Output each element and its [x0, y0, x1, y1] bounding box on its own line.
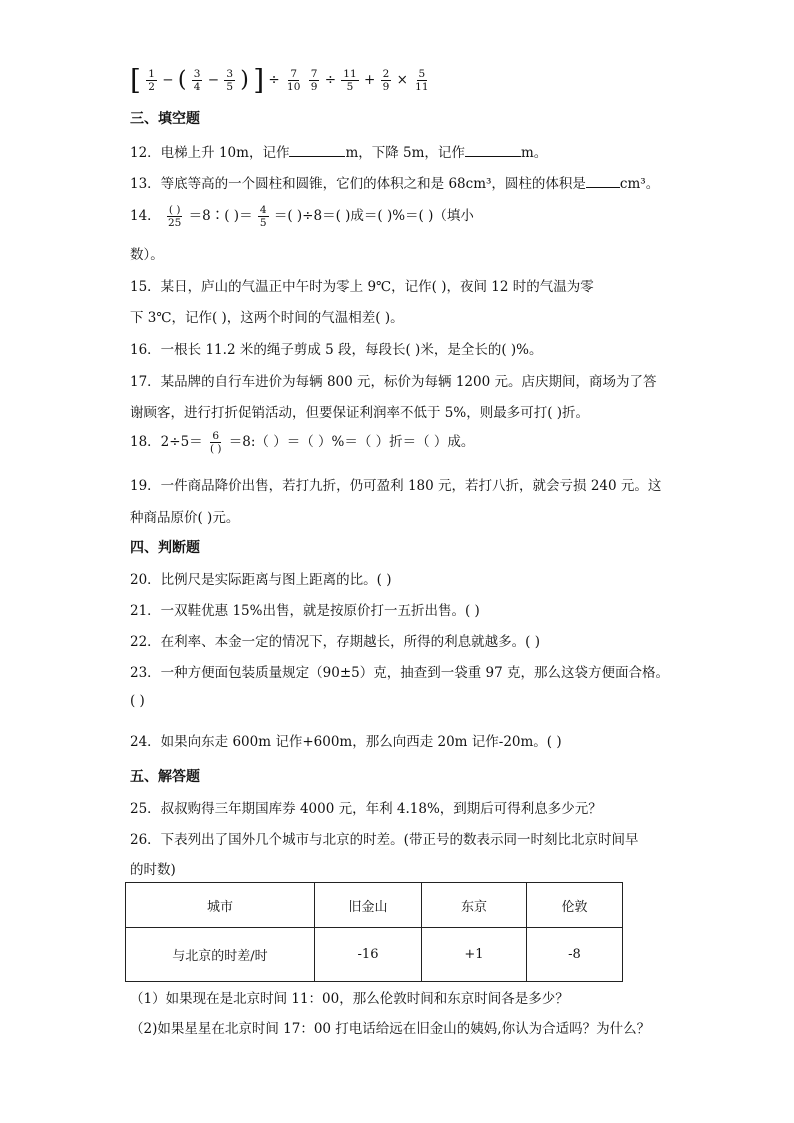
question-19-line2: 种商品原价( )元。 [130, 510, 240, 526]
question-15-line1: 15．某日，庐山的气温正中午时为零上 9℃，记作( )，夜间 12 时的气温为零 [130, 279, 594, 295]
question-14: 14． $\frac{( )}{25}$ ＝8∶( )＝ $\frac{4}{5}$ ＝( )÷8＝( )成＝( )%＝( )（填小 [130, 204, 474, 229]
table-header-cell: 旧金山 [315, 883, 422, 928]
fraction: $\frac{6}{( )}$ [209, 430, 222, 455]
question-14-line2: 数）。 [130, 247, 164, 263]
time-difference-table [125, 882, 623, 982]
question-26-line1: 26．下表列出了国外几个城市与北京的时差。(带正号的数表示同一时刻比北京时间早 [130, 832, 639, 848]
math-expression [130, 62, 432, 98]
table-header-cell: 东京 [422, 883, 527, 928]
fraction: $\frac{2}{9}$ [382, 68, 390, 93]
question-19-line1: 19．一件商品降价出售，若打九折，仍可盈利 180 元，若打八折，就会亏损 240 元。这 [130, 478, 662, 494]
table-header-row [126, 883, 623, 928]
question-21: 21．一双鞋优惠 15%出售，就是按原价打一五折出售。( ) [130, 603, 480, 619]
question-26-sub2: （2)如果星星在北京时间 17：00 打电话给远在旧金山的姨妈,你认为合适吗？为什么？ [130, 1021, 651, 1037]
question-22: 22．在利率、本金一定的情况下，存期越长，所得的利息就越多。( ) [130, 634, 541, 650]
question-20: 20．比例尺是实际距离与图上距离的比。( ) [130, 572, 392, 588]
table-cell: -8 [527, 928, 623, 982]
question-23-line1: 23．一种方便面包装质量规定（90±5）克，抽查到一袋重 97 克，那么这袋方便面合格。 [130, 665, 670, 681]
section-heading-true-false: 四、判断题 [130, 540, 200, 556]
fraction: $\frac{1}{2}$ [148, 68, 155, 93]
fraction: $\frac{11}{5}$ [343, 68, 357, 93]
table-header-cell: 城市 [126, 883, 315, 928]
divide-sign: ÷ [324, 72, 336, 88]
question-18: 18．2÷5＝ $\frac{6}{( )}$ ＝8:（ ）＝（ ）%＝（ ）折＝（ ）成。 [130, 430, 475, 455]
question-26-sub1: （1）如果现在是北京时间 11：00，那么伦敦时间和东京时间各是多少？ [130, 991, 569, 1007]
question-25: 25．叔叔购得三年期国库券 4000 元，年利 4.18%，到期后可得利息多少元？ [130, 801, 602, 817]
table-cell: -16 [315, 928, 422, 982]
table-row [126, 928, 623, 982]
question-26-line2: 的时数) [130, 862, 176, 878]
minus-sign: − [207, 72, 220, 88]
question-16: 16．一根长 11.2 米的绳子剪成 5 段，每段长( )米，是全长的( )%。 [130, 342, 543, 358]
fraction: $\frac{3}{4}$ [193, 68, 201, 93]
fraction: $\frac{7}{10}$ [287, 68, 301, 93]
fraction: $\frac{( )}{25}$ [167, 204, 182, 229]
question-17-line1: 17．某品牌的自行车进价为每辆 800 元，标价为每辆 1200 元。店庆期间，商场为了答 [130, 374, 657, 390]
table-cell: 与北京的时差/时 [126, 928, 315, 982]
minus-sign: − [162, 72, 174, 88]
left-paren: ( [177, 67, 187, 93]
answer-blank[interactable] [465, 144, 521, 157]
table-cell: +1 [422, 928, 527, 982]
answer-blank[interactable] [289, 144, 345, 157]
question-24: 24．如果向东走 600m 记作+600m，那么向西走 20m 记作-20m。( ) [130, 734, 562, 750]
table-header-cell: 伦敦 [527, 883, 623, 928]
question-23-line2: ( ) [130, 693, 145, 709]
section-heading-answer: 五、解答题 [130, 769, 200, 785]
answer-blank[interactable] [586, 175, 620, 188]
fraction: $\frac{3}{5}$ [226, 68, 233, 93]
right-bracket: ] [253, 63, 265, 97]
divide-sign: ÷ [268, 72, 280, 88]
plus-sign: + [363, 72, 376, 88]
fraction: $\frac{5}{11}$ [415, 68, 429, 93]
left-bracket: [ [130, 63, 141, 97]
fraction: $\frac{7}{9}$ [310, 68, 318, 93]
section-heading-fill-blank: 三、填空题 [130, 111, 200, 127]
question-13: 13．等底等高的一个圆柱和圆锥，它们的体积之和是 68cm³，圆柱的体积是 cm³。 [130, 176, 660, 192]
right-paren: ) [240, 67, 249, 93]
question-15-line2: 下 3℃，记作( )，这两个时间的气温相差( )。 [130, 310, 404, 326]
fraction: $\frac{4}{5}$ [259, 204, 267, 229]
question-12: 12．电梯上升 10m，记作 m，下降 5m，记作 m。 [130, 145, 548, 161]
times-sign: × [396, 72, 408, 88]
question-17-line2: 谢顾客，进行打折促销活动，但要保证利润率不低于 5%，则最多可打( )折。 [130, 405, 590, 421]
